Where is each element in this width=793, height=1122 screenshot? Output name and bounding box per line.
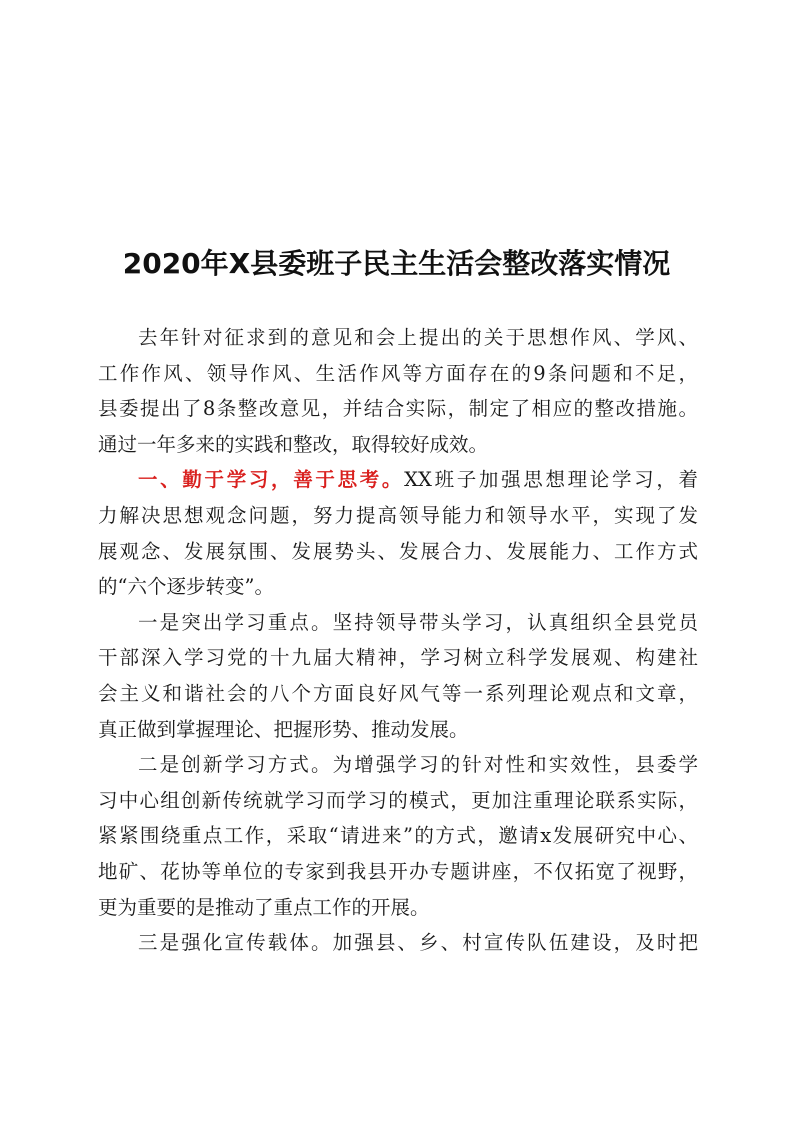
paragraph-point-one bbox=[98, 605, 698, 747]
paragraph-line-text: XX班子加强思想理论学习，着 bbox=[404, 468, 698, 492]
paragraph-line: 展观念、发展氛围、发展势头、发展合力、发展能力、工作方式 bbox=[98, 539, 698, 563]
paragraph-line: 会主义和谐社会的八个方面良好风气等一系列理论观点和文章， bbox=[98, 681, 698, 705]
paragraph-line: 三是强化宣传载体。加强县、乡、村宣传队伍建设，及时把 bbox=[138, 931, 698, 955]
paragraph-line: 县委提出了8条整改意见，并结合实际，制定了相应的整改措施。 bbox=[98, 397, 698, 421]
paragraph-line: 通过一年多来的实践和整改，取得较好成效。 bbox=[98, 432, 489, 456]
paragraph-point-three bbox=[98, 925, 698, 961]
paragraph-line: 力解决思想观念问题，努力提高领导能力和领导水平，实现了发 bbox=[98, 503, 698, 527]
paragraph-intro bbox=[98, 320, 698, 462]
paragraph-line: 更为重要的是推动了重点工作的开展。 bbox=[98, 895, 430, 919]
paragraph-point-two bbox=[98, 747, 698, 925]
paragraph-line: 紧紧围绕重点工作，采取“请进来”的方式，邀请x发展研究中心、 bbox=[98, 824, 698, 848]
document-body bbox=[98, 320, 698, 961]
paragraph-line: 的“六个逐步转变”。 bbox=[98, 575, 274, 599]
paragraph-line: 工作作风、领导作风、生活作风等方面存在的9条问题和不足， bbox=[98, 361, 698, 385]
paragraph-line: 习中心组创新传统就学习而学习的模式，更加注重理论联系实际， bbox=[98, 788, 698, 812]
paragraph-line: 真正做到掌握理论、把握形势、推动发展。 bbox=[98, 717, 469, 741]
section-heading: 一、勤于学习，善于思考。 bbox=[138, 468, 405, 492]
paragraph-line-with-heading bbox=[98, 462, 698, 498]
paragraph-section-one bbox=[98, 462, 698, 604]
paragraph-line: 一是突出学习重点。坚持领导带头学习，认真组织全县党员 bbox=[138, 610, 698, 634]
document-title: 2020年X县委班子民主生活会整改落实情况 bbox=[122, 247, 671, 280]
paragraph-line: 去年针对征求到的意见和会上提出的关于思想作风、学风、 bbox=[138, 326, 698, 349]
paragraph-line: 干部深入学习党的十九届大精神，学习树立科学发展观、构建社 bbox=[98, 646, 698, 670]
paragraph-line: 地矿、花协等单位的专家到我县开办专题讲座，不仅拓宽了视野， bbox=[98, 859, 698, 883]
paragraph-line: 二是创新学习方式。为增强学习的针对性和实效性，县委学 bbox=[138, 753, 698, 777]
